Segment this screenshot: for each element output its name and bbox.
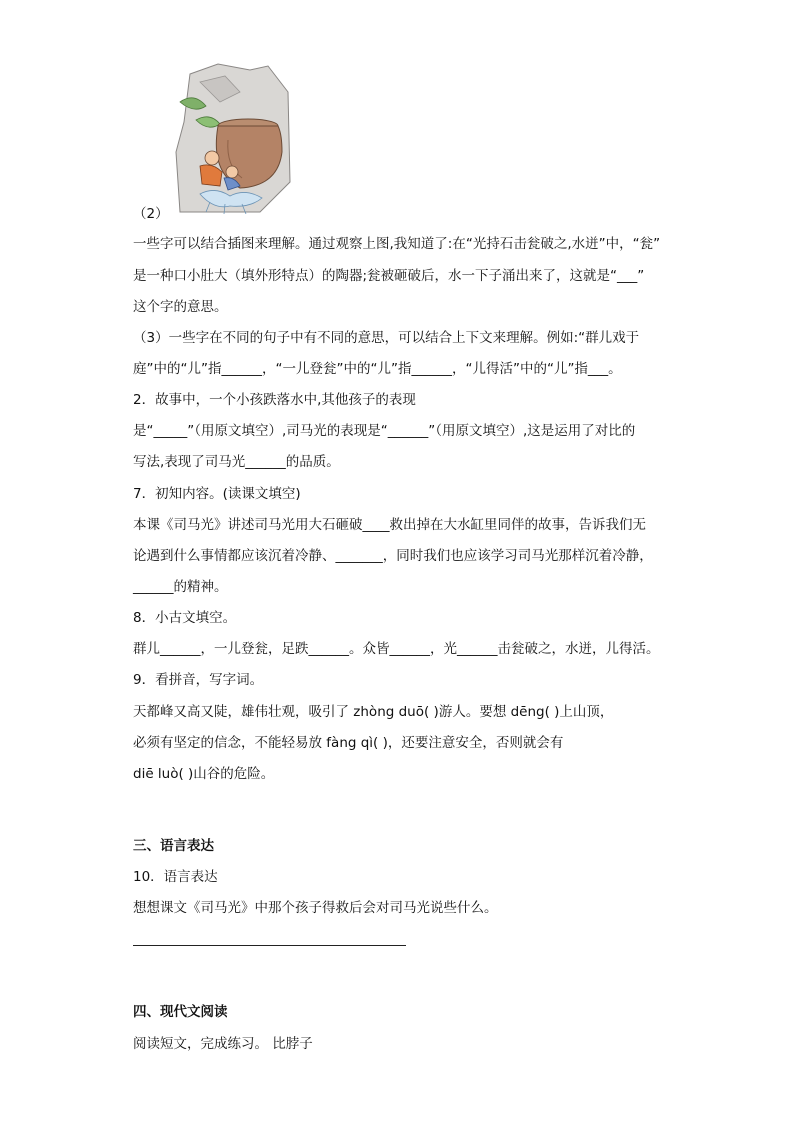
question-text: 写法,表现了司马光______的品质。: [133, 454, 340, 470]
question-9-text: 9．看拼音，写字词。: [133, 672, 264, 688]
question-text: （3）一些字在不同的句子中有不同的意思，可以结合上下文来理解。例如:“群儿戏于: [133, 330, 640, 346]
question-text: ______的精神。: [133, 579, 228, 595]
illustration-sima-guang-icon: [170, 62, 292, 214]
question-text: 庭”中的“儿”指______，“一儿登瓮”中的“儿”指______，“儿得活”中的“儿”指___。: [133, 361, 622, 377]
question-text: diē luò( )山谷的危险。: [133, 766, 275, 782]
question-8-text: 8．小古文填空。: [133, 610, 237, 626]
answer-line[interactable]: [133, 945, 406, 946]
question-text: 这个字的意思。: [133, 299, 228, 315]
sub-question-label-2: （2）: [133, 206, 169, 222]
question-text: 是“_____”（用原文填空）,司马光的表现是“______”（用原文填空）,这是运用了对比的: [133, 423, 636, 439]
illustration: [170, 62, 292, 214]
section-heading-3: 三、语言表达: [133, 838, 214, 854]
question-text: 想想课文《司马光》中那个孩子得救后会对司马光说些什么。: [133, 900, 498, 916]
question-text: 是一种口小肚大（填外形特点）的陶器;瓮被砸破后，水一下子涌出来了，这就是“___”: [133, 268, 645, 284]
question-text: 一些字可以结合插图来理解。通过观察上图,我知道了:在“光持石击瓮破之,水迸”中，“瓮”: [133, 236, 661, 252]
question-10-text: 10．语言表达: [133, 869, 218, 885]
question-text: 必须有坚定的信念，不能轻易放 fàng qì( )，还要注意安全，否则就会有: [133, 735, 564, 751]
question-text: 本课《司马光》讲述司马光用大石砸破____救出掉在大水缸里同伴的故事，告诉我们无: [133, 517, 646, 533]
reading-instruction: 阅读短文，完成练习。 比脖子: [133, 1036, 313, 1052]
question-text: 天都峰又高又陡，雄伟壮观，吸引了 zhòng duō( )游人。要想 dēng( )上山顶，: [133, 704, 614, 720]
question-7-text: 7．初知内容。(读课文填空): [133, 486, 301, 502]
section-heading-4: 四、现代文阅读: [133, 1004, 228, 1020]
question-text: 群儿______，一儿登瓮，足跌______。众皆______，光______击瓮破之，水迸，儿得活。: [133, 641, 660, 657]
question-2-text: 2．故事中，一个小孩跌落水中,其他孩子的表现: [133, 392, 416, 408]
question-text: 论遇到什么事情都应该沉着冷静、_______，同时我们也应该学习司马光那样沉着冷静，: [133, 548, 653, 564]
